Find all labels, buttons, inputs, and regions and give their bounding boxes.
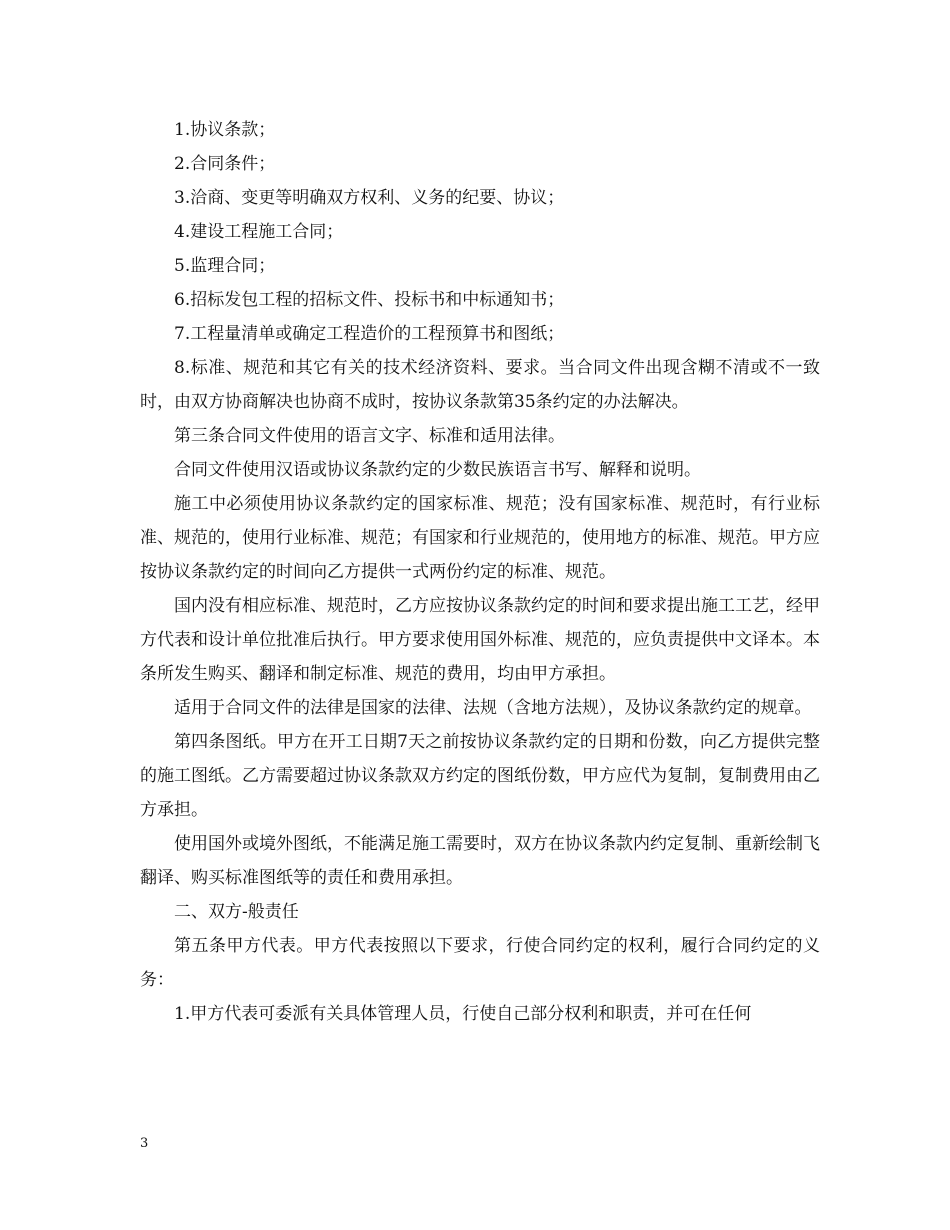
paragraph-1: 1.协议条款； — [174, 120, 276, 140]
paragraph-article-5-item-1: 1.甲方代表可委派有关具体管理人员，行使自己部分权利和职责，并可在任何 — [174, 1004, 752, 1024]
document-body — [140, 113, 820, 1031]
section-heading-general-duties: 二、双方-般责任 — [174, 902, 299, 922]
paragraph-5: 5.监理合同； — [174, 256, 276, 276]
paragraph-article-5: 第五条甲方代表。甲方代表按照以下要求，行使合同约定的权利，履行合同约定的义务： — [140, 936, 820, 990]
paragraph-article-3: 第三条合同文件使用的语言文字、标准和适用法律。 — [174, 426, 565, 446]
paragraph-4: 4.建设工程施工合同； — [174, 222, 344, 242]
paragraph-8: 8.标准、规范和其它有关的技术经济资料、要求。当合同文件出现含糊不清或不一致时，由双方协商解决也协商不成时，按协议条款第35条约定的办法解决。 — [140, 358, 820, 412]
paragraph-7: 7.工程量清单或确定工程造价的工程预算书和图纸； — [174, 324, 565, 344]
paragraph-6: 6.招标发包工程的招标文件、投标书和中标通知书； — [174, 290, 565, 310]
paragraph-3: 3.洽商、变更等明确双方权利、义务的纪要、协议； — [174, 188, 565, 208]
paragraph-2: 2.合同条件； — [174, 154, 276, 174]
paragraph-foreign-standards: 国内没有相应标准、规范时，乙方应按协议条款约定的时间和要求提出施工工艺，经甲方代表和设计单位批准后执行。甲方要求使用国外标准、规范的，应负责提供中文译本。本条所发生购买、翻译和制定标准、规范的费用，均由甲方承担。 — [140, 596, 820, 684]
paragraph-article-4: 第四条图纸。甲方在开工日期7天之前按协议条款约定的日期和份数，向乙方提供完整的施工图纸。乙方需要超过协议条款双方约定的图纸份数，甲方应代为复制，复制费用由乙方承担。 — [140, 732, 820, 820]
paragraph-language: 合同文件使用汉语或协议条款约定的少数民族语言书写、解释和说明。 — [174, 460, 701, 480]
page-number: 3 — [140, 1136, 149, 1151]
paragraph-standards: 施工中必须使用协议条款约定的国家标准、规范；没有国家标准、规范时，有行业标准、规范的，使用行业标准、规范；有国家和行业规范的，使用地方的标准、规范。甲方应按协议条款约定的时间向乙方提供一式两份约定的标准、规范。 — [140, 494, 820, 582]
paragraph-foreign-drawings: 使用国外或境外图纸，不能满足施工需要时，双方在协议条款内约定复制、重新绘制飞翻译、购买标准图纸等的责任和费用承担。 — [140, 834, 820, 888]
paragraph-applicable-law: 适用于合同文件的法律是国家的法律、法规（含地方法规），及协议条款约定的规章。 — [174, 698, 812, 718]
